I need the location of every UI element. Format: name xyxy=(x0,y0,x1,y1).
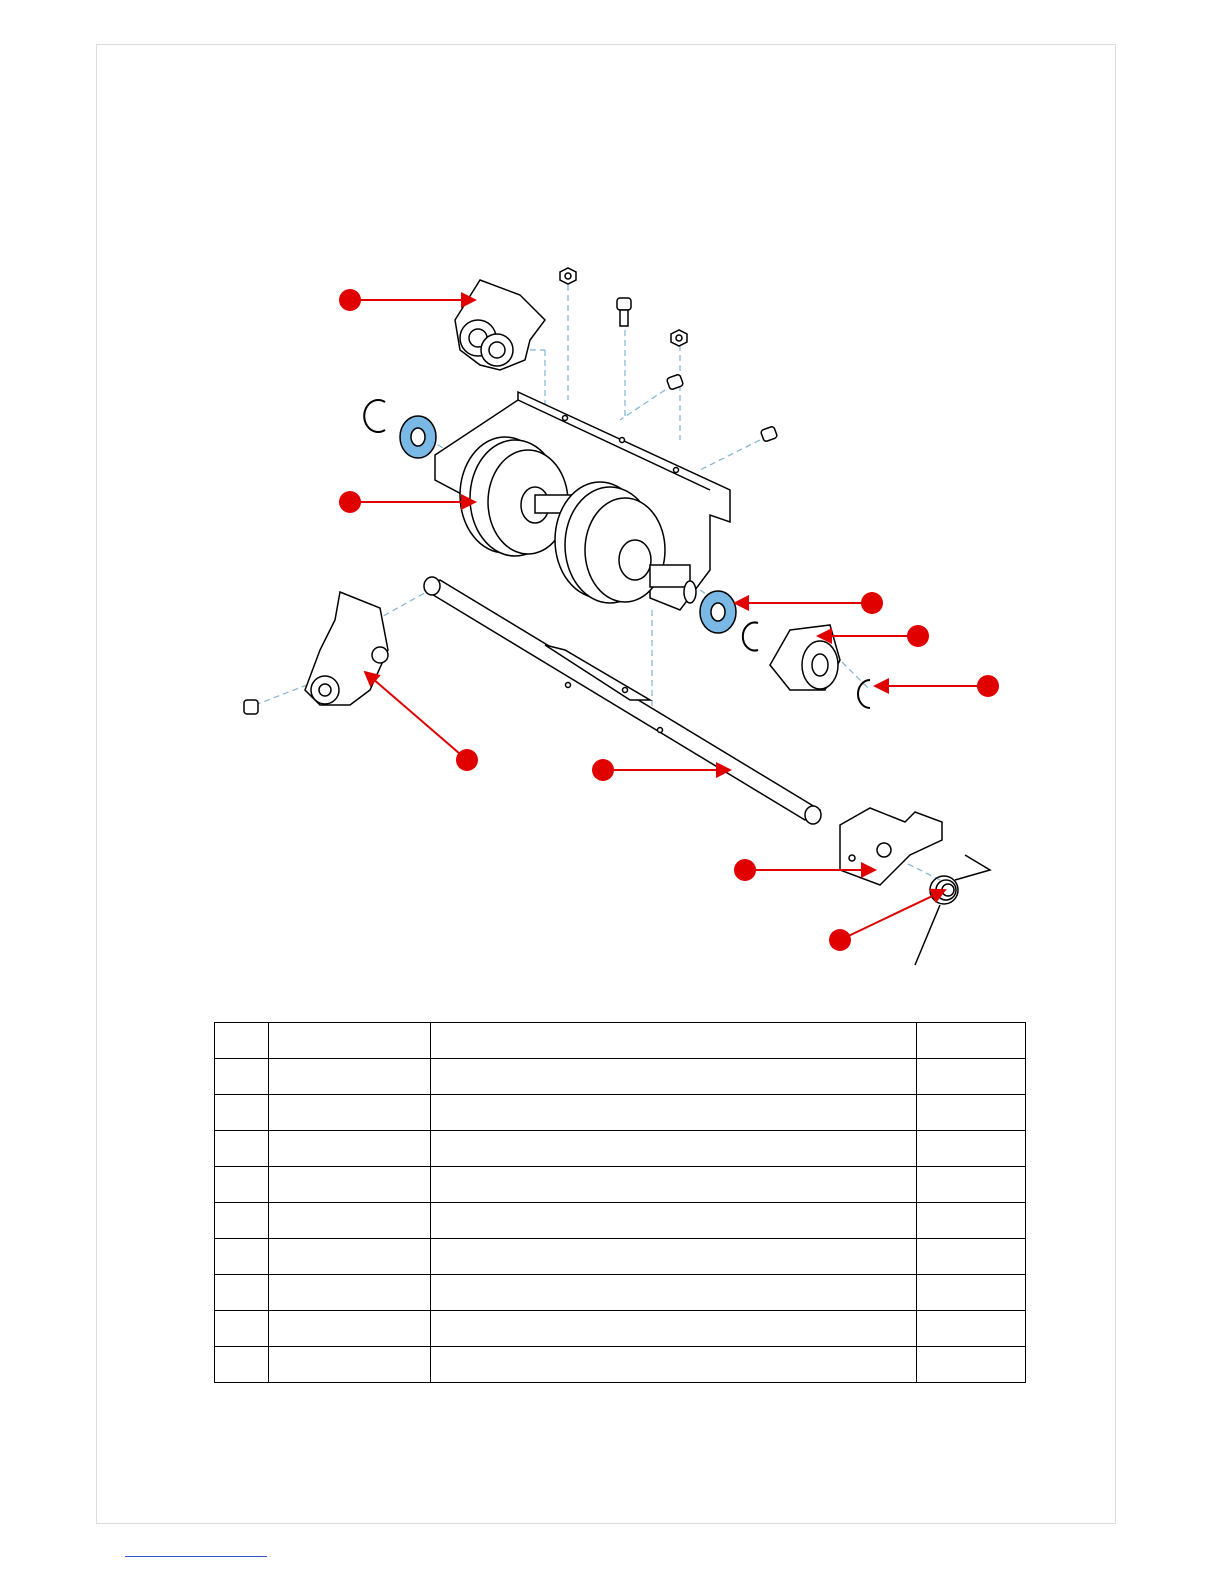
callout-1 xyxy=(339,289,361,311)
cell xyxy=(431,1275,917,1311)
shaft xyxy=(424,577,821,824)
cell xyxy=(215,1239,269,1275)
header-cell xyxy=(269,1023,431,1059)
torsion-spring xyxy=(915,855,990,965)
table-row xyxy=(215,1203,1026,1239)
cell xyxy=(431,1131,917,1167)
callout-5 xyxy=(977,675,999,697)
callout-7 xyxy=(592,759,614,781)
table-row xyxy=(215,1347,1026,1383)
cell xyxy=(269,1059,431,1095)
cell xyxy=(431,1239,917,1275)
callout-2 xyxy=(339,491,361,513)
cell xyxy=(269,1095,431,1131)
cell xyxy=(431,1095,917,1131)
cell xyxy=(917,1167,1026,1203)
cell xyxy=(269,1203,431,1239)
table-header-row xyxy=(215,1023,1026,1059)
table-row xyxy=(215,1131,1026,1167)
table-row xyxy=(215,1239,1026,1275)
cell xyxy=(215,1275,269,1311)
cell xyxy=(431,1167,917,1203)
cell xyxy=(431,1203,917,1239)
callout-9 xyxy=(829,929,851,951)
table-row xyxy=(215,1275,1026,1311)
cell xyxy=(215,1131,269,1167)
cell xyxy=(215,1095,269,1131)
callout-8 xyxy=(734,859,756,881)
cell xyxy=(215,1059,269,1095)
cell xyxy=(917,1203,1026,1239)
table-row xyxy=(215,1167,1026,1203)
cell xyxy=(269,1167,431,1203)
callout-4 xyxy=(907,625,929,647)
cell xyxy=(917,1347,1026,1383)
table-row xyxy=(215,1311,1026,1347)
callout-6 xyxy=(456,749,478,771)
cell xyxy=(431,1059,917,1095)
footer-link[interactable] xyxy=(125,1556,267,1557)
cell xyxy=(431,1347,917,1383)
cell xyxy=(917,1275,1026,1311)
cell xyxy=(917,1131,1026,1167)
header-cell xyxy=(917,1023,1026,1059)
table-row xyxy=(215,1095,1026,1131)
cell xyxy=(917,1239,1026,1275)
cell xyxy=(215,1311,269,1347)
cell xyxy=(215,1203,269,1239)
cell xyxy=(917,1059,1026,1095)
cell xyxy=(269,1275,431,1311)
header-cell xyxy=(431,1023,917,1059)
table-row xyxy=(215,1059,1026,1095)
cell xyxy=(917,1095,1026,1131)
cell xyxy=(269,1347,431,1383)
bushing xyxy=(770,625,840,690)
callout-3 xyxy=(861,592,883,614)
cell xyxy=(269,1131,431,1167)
upper-bracket xyxy=(455,280,545,370)
cell xyxy=(269,1239,431,1275)
cell xyxy=(215,1167,269,1203)
cell xyxy=(431,1311,917,1347)
header-cell xyxy=(215,1023,269,1059)
lever-arm xyxy=(305,592,388,705)
cell xyxy=(917,1311,1026,1347)
cell xyxy=(215,1347,269,1383)
cell xyxy=(269,1311,431,1347)
parts-list-table xyxy=(214,1022,1026,1383)
